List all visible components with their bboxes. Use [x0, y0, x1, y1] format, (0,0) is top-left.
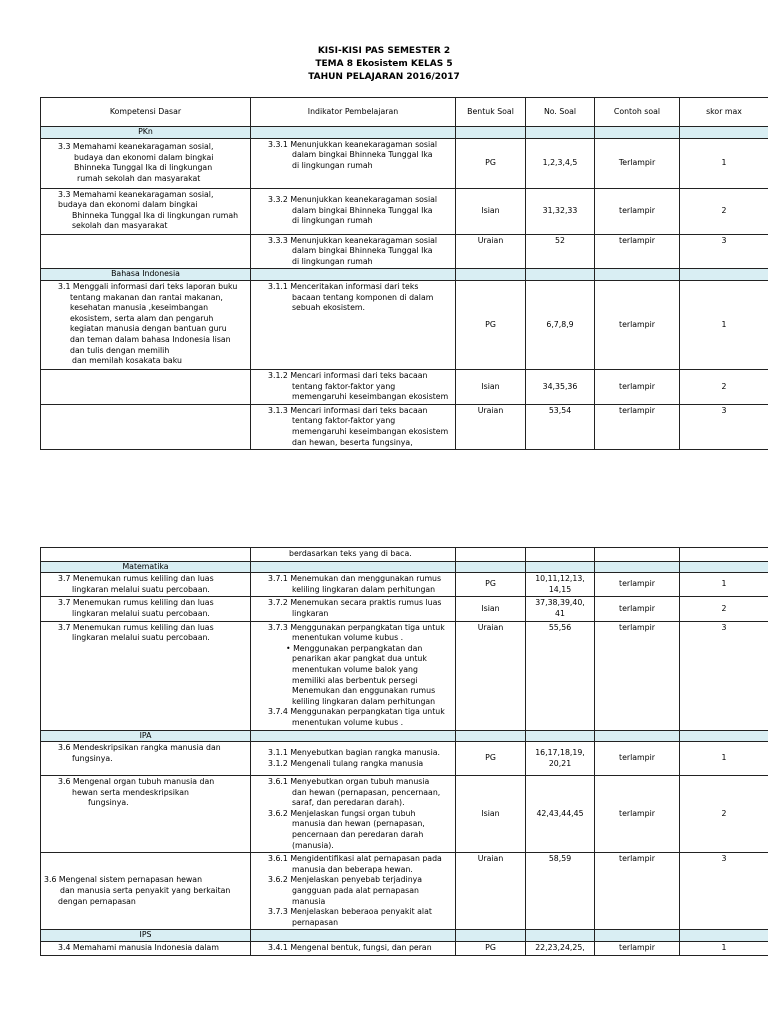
indikator-line: manusia dan hewan (pernapasan,: [292, 819, 425, 829]
table-row: [41, 573, 768, 597]
kd-line: lingkaran melalui suatu percobaan.: [72, 584, 210, 594]
kd-line: rumah sekolah dan masyarakat: [77, 173, 201, 183]
kd-cell: [41, 853, 251, 930]
contoh-soal: terlampir: [595, 776, 680, 853]
kd-line: dan manusia serta penyakit yang berkaitan: [60, 886, 231, 896]
kd-line: lingkaran melalui suatu percobaan.: [72, 633, 210, 643]
indikator-line: 3.6.1 Mengidentifikasi alat pernapasan pada: [268, 854, 442, 864]
indikator-line: berdasarkan teks yang di baca.: [289, 549, 412, 558]
no-soal: 34,35,36: [526, 369, 595, 404]
contoh-soal: terlampir: [595, 942, 680, 956]
kd-line: Bhinneka Tunggal Ika di lingkungan rumah: [72, 210, 239, 220]
no-soal: 6,7,8,9: [526, 280, 595, 369]
kd-line: 3.7 Menemukan rumus keliling dan luas: [58, 574, 214, 584]
contoh-soal: Terlampir: [595, 138, 680, 188]
skor-max: 1: [680, 573, 768, 597]
table-row: [41, 188, 768, 234]
table-row: [41, 853, 768, 930]
kd-cell: [41, 776, 251, 853]
indikator-line: bacaan tentang komponen di dalam: [292, 292, 434, 302]
bentuk-soal: PG: [456, 280, 526, 369]
indikator-line: gangguan pada alat pernapasan: [292, 886, 419, 896]
kd-line: 3.1 Menggali informasi dari teks laporan buku: [58, 281, 238, 291]
kd-line: fungsinya.: [72, 753, 113, 763]
kd-line: 3.4 Memahami manusia Indonesia dalam: [58, 943, 219, 952]
indikator-line: 3.6.1 Menyebutkan organ tubuh manusia: [268, 777, 430, 787]
kd-cell: [41, 234, 251, 269]
column-header: Indikator Pembelajaran: [251, 98, 456, 127]
kd-cell: [41, 742, 251, 776]
contoh-soal: terlampir: [595, 188, 680, 234]
kd-cell: [41, 621, 251, 730]
indikator-line: tentang faktor-faktor yang: [292, 416, 396, 426]
table-row: [41, 942, 768, 956]
indikator-line: 3.3.1 Menunjukkan keanekaragaman sosial: [268, 139, 438, 149]
indikator-line: penarikan akar pangkat dua untuk: [292, 654, 427, 664]
indikator-line: menentukan volume balok yang: [292, 664, 418, 674]
column-header: Kompetensi Dasar: [41, 98, 251, 127]
indikator-line: memiliki alas berbentuk persegi: [292, 675, 418, 685]
indikator-line: dalam bingkai Bhinneka Tunggal Ika: [292, 246, 433, 256]
kd-line: hewan serta mendeskripsikan: [72, 787, 189, 797]
bentuk-soal: Uraian: [456, 853, 526, 930]
indikator-line: di lingkungan rumah: [292, 160, 373, 170]
kd-line: ekosistem, serta alam dan pengaruh: [70, 313, 214, 323]
no-soal: 1,2,3,4,5: [526, 138, 595, 188]
contoh-soal: terlampir: [595, 234, 680, 269]
no-soal: 22,23,24,25,: [526, 942, 595, 956]
kd-line: lingkaran melalui suatu percobaan.: [72, 608, 210, 618]
kd-line: dan memilah kosakata baku: [72, 356, 182, 366]
indikator-line: dalam bingkai Bhinneka Tunggal Ika: [292, 150, 433, 160]
indikator-line: 3.6.2 Menjelaskan penyebab terjadinya: [268, 875, 423, 885]
no-soal-line: 14,15: [548, 584, 572, 594]
kd-line: kesehatan manusia ,keseimbangan: [70, 303, 209, 313]
kd-line: 3.7 Menemukan rumus keliling dan luas: [58, 598, 214, 608]
indikator-line: (manusia).: [292, 840, 334, 850]
kd-line: 3.7 Menemukan rumus keliling dan luas: [58, 622, 214, 632]
subject-row-ipa: [41, 730, 768, 742]
indikator-line: 3.7.2 Menemukan secara praktis rumus luas: [268, 598, 442, 608]
indikator-line: keliling lingkaran dalam perhitungan: [292, 696, 436, 706]
bentuk-soal: Uraian: [456, 404, 526, 449]
kd-line: dan teman dalam bahasa Indonesia lisan: [70, 334, 231, 344]
no-soal: 31,32,33: [526, 188, 595, 234]
indikator-cell: [251, 234, 456, 269]
bentuk-soal: PG: [456, 138, 526, 188]
indikator-line: manusia: [292, 896, 326, 906]
subject-label: Bahasa Indonesia: [41, 269, 251, 281]
indikator-line: 3.3.2 Menunjukkan keanekaragaman sosial: [268, 195, 438, 205]
bentuk-soal: Uraian: [456, 234, 526, 269]
indikator-line: 3.7.3 Menggunakan perpangkatan tiga untuk: [268, 622, 445, 632]
continuation-row: [41, 548, 768, 562]
subject-label: IPA: [41, 730, 251, 742]
indikator-line: 3.7.1 Menemukan dan menggunakan rumus: [268, 574, 442, 584]
no-soal: 52: [526, 234, 595, 269]
indikator-cell: [251, 280, 456, 369]
indikator-line: memengaruhi keseimbangan ekosistem: [292, 392, 449, 402]
bentuk-soal: Isian: [456, 597, 526, 621]
no-soal: 42,43,44,45: [526, 776, 595, 853]
skor-max: 2: [680, 597, 768, 621]
bentuk-soal: Isian: [456, 776, 526, 853]
indikator-line: menentukan volume kubus .: [292, 717, 404, 727]
indikator-line: 3.1.1 Menceritakan informasi dari teks: [268, 281, 419, 291]
table-row: [41, 404, 768, 449]
column-header: Bentuk Soal: [456, 98, 526, 127]
header-title: KISI-KISI PAS SEMESTER 2: [317, 46, 451, 56]
indikator-line: di lingkungan rumah: [292, 256, 373, 266]
kd-cell: [41, 597, 251, 621]
kd-line: tentang makanan dan rantai makanan,: [70, 292, 223, 302]
table-row: [41, 597, 768, 621]
indikator-line: memengaruhi keseimbangan ekosistem: [292, 426, 449, 436]
subject-row-matematika: [41, 561, 768, 573]
bentuk-soal: PG: [456, 742, 526, 776]
skor-max: 1: [680, 138, 768, 188]
subject-label: IPS: [41, 930, 251, 942]
header-theme: TEMA 8 Ekosistem KELAS 5: [315, 59, 453, 69]
header-year: TAHUN PELAJARAN 2016/2017: [308, 72, 460, 82]
indikator-line: sebuah ekosistem.: [292, 303, 365, 313]
indikator-cell: [251, 573, 456, 597]
no-soal: 58,59: [526, 853, 595, 930]
indikator-line: 3.1.2 Mengenali tulang rangka manusia: [268, 758, 424, 768]
indikator-cell: [251, 853, 456, 930]
indikator-line: 3.6.2 Menjelaskan fungsi organ tubuh: [268, 808, 416, 818]
skor-max: 2: [680, 188, 768, 234]
table-row: [41, 621, 768, 730]
skor-max: 2: [680, 369, 768, 404]
bentuk-soal: PG: [456, 942, 526, 956]
indikator-line: tentang faktor-faktor yang: [292, 381, 396, 391]
kd-line: sekolah dan masyarakat: [72, 221, 168, 231]
indikator-line: pernapasan: [292, 917, 339, 927]
indikator-line: 3.4.1 Mengenal bentuk, fungsi, dan peran: [268, 943, 432, 952]
no-soal-line: 10,11,12,13,: [535, 574, 585, 584]
indikator-cell: [251, 404, 456, 449]
subject-label: Matematika: [41, 561, 251, 573]
indikator-cell: [251, 369, 456, 404]
indikator-line: dalam bingkai Bhinneka Tunggal Ika: [292, 205, 433, 215]
table-header-row: [41, 98, 768, 127]
indikator-cell: [251, 742, 456, 776]
indikator-line: 3.7.4 Menggunakan perpangkatan tiga untuk: [268, 707, 445, 717]
contoh-soal: terlampir: [595, 573, 680, 597]
indikator-line: 3.7.3 Menjelaskan beberaoa penyakit alat: [268, 907, 432, 917]
column-header: Contoh soal: [595, 98, 680, 127]
indikator-line: 3.1.3 Mencari informasi dari teks bacaan: [268, 405, 428, 415]
kd-line: dan tulis dengan memilih: [70, 345, 170, 355]
contoh-soal: terlampir: [595, 621, 680, 730]
subject-row-bahasa-indonesia: [41, 269, 768, 281]
no-soal-line: 41: [555, 608, 565, 618]
table-row: [41, 742, 768, 776]
indikator-line: dan hewan, beserta fungsinya,: [292, 437, 413, 447]
skor-max: 2: [680, 776, 768, 853]
table-row: [41, 234, 768, 269]
skor-max: 3: [680, 853, 768, 930]
indikator-line: Menemukan dan enggunakan rumus: [292, 686, 436, 696]
bentuk-soal: Isian: [456, 369, 526, 404]
indikator-line: saraf, dan peredaran darah).: [292, 798, 405, 808]
kd-line: fungsinya.: [88, 798, 129, 808]
indikator-line: • Menggunakan perpangkatan dan: [286, 643, 423, 653]
indikator-line: pencernaan dan peredaran darah: [292, 830, 424, 840]
kd-line: 3.6 Mengenal organ tubuh manusia dan: [58, 777, 215, 787]
indikator-cell: [251, 188, 456, 234]
indikator-continuation: [251, 548, 456, 562]
indikator-cell: [251, 597, 456, 621]
no-soal-cell: [526, 742, 595, 776]
no-soal-cell: [526, 573, 595, 597]
indikator-line: 3.1.2 Mencari informasi dari teks bacaan: [268, 370, 428, 380]
no-soal-cell: [526, 597, 595, 621]
skor-max: 3: [680, 621, 768, 730]
kd-cell: [41, 404, 251, 449]
contoh-soal: terlampir: [595, 597, 680, 621]
indikator-cell: [251, 621, 456, 730]
no-soal-line: 37,38,39,40,: [535, 598, 585, 608]
skor-max: 3: [680, 234, 768, 269]
indikator-cell: [251, 776, 456, 853]
indikator-line: lingkaran: [292, 608, 329, 618]
grid-table-page-2: [40, 547, 768, 956]
indikator-cell: [251, 138, 456, 188]
kd-line: 3.6 Mendeskripsikan rangka manusia dan: [58, 743, 221, 753]
bentuk-soal: PG: [456, 573, 526, 597]
kd-cell: [41, 280, 251, 369]
contoh-soal: terlampir: [595, 853, 680, 930]
kd-line: budaya dan ekonomi dalam bingkai: [58, 200, 198, 210]
indikator-line: manusia dan beberapa hewan.: [292, 864, 413, 874]
kd-line: 3.3 Memahami keanekaragaman sosial,: [58, 141, 214, 151]
no-soal-line: 20,21: [548, 758, 572, 768]
kd-cell: [41, 369, 251, 404]
bentuk-soal: Isian: [456, 188, 526, 234]
column-header: skor max: [680, 98, 768, 127]
skor-max: 3: [680, 404, 768, 449]
bentuk-soal: Uraian: [456, 621, 526, 730]
kd-line: Bhinneka Tunggal Ika di lingkungan: [74, 163, 213, 173]
kd-cell: [41, 942, 251, 956]
kd-line: budaya dan ekonomi dalam bingkai: [74, 152, 214, 162]
kd-line: 3.6 Mengenal sistem pernapasan hewan: [44, 875, 203, 885]
table-row: [41, 280, 768, 369]
indikator-line: 3.1.1 Menyebutkan bagian rangka manusia.: [268, 748, 441, 757]
no-soal: 53,54: [526, 404, 595, 449]
table-row: [41, 369, 768, 404]
column-header: No. Soal: [526, 98, 595, 127]
subject-label: PKn: [41, 127, 251, 139]
indikator-line: di lingkungan rumah: [292, 216, 373, 226]
no-soal-line: 16,17,18,19,: [535, 748, 585, 757]
subject-row-ips: [41, 930, 768, 942]
indikator-cell: [251, 942, 456, 956]
contoh-soal: terlampir: [595, 280, 680, 369]
kd-cell: [41, 138, 251, 188]
skor-max: 1: [680, 280, 768, 369]
subject-row-pkn: [41, 127, 768, 139]
kd-cell: [41, 188, 251, 234]
indikator-line: menentukan volume kubus .: [292, 633, 404, 643]
kd-line: dengan pernapasan: [58, 896, 136, 906]
grid-table-page-1: [40, 97, 768, 450]
contoh-soal: terlampir: [595, 742, 680, 776]
indikator-line: keliling lingkaran dalam perhitungan: [292, 584, 436, 594]
skor-max: 1: [680, 742, 768, 776]
contoh-soal: terlampir: [595, 404, 680, 449]
indikator-line: dan hewan (pernapasan, pencernaan,: [292, 787, 441, 797]
kd-cell: [41, 573, 251, 597]
indikator-line: 3.3.3 Menunjukkan keanekaragaman sosial: [268, 235, 438, 245]
table-row: [41, 138, 768, 188]
contoh-soal: terlampir: [595, 369, 680, 404]
kd-line: kegiatan manusia dengan bantuan guru: [70, 324, 227, 334]
table-row: [41, 776, 768, 853]
no-soal: 55,56: [526, 621, 595, 730]
document-header: [0, 45, 768, 84]
skor-max: 1: [680, 942, 768, 956]
kd-line: 3.3 Memahami keanekaragaman sosial,: [58, 189, 214, 199]
